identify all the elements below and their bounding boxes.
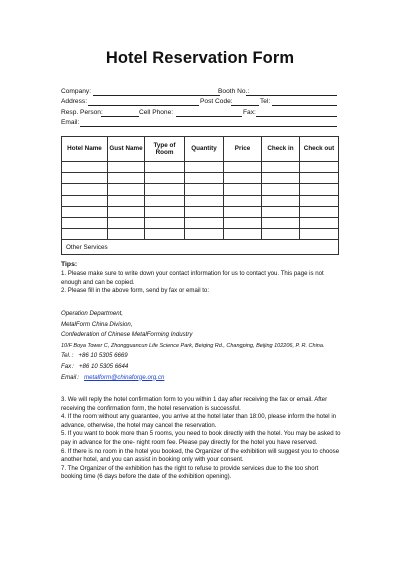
col-quantity: Quantity [185,137,224,162]
booth-label: Booth No.: [218,88,250,95]
table-cell[interactable] [185,206,224,217]
tip-3: 3. We will reply the hotel confirmation form to you within 1 day after receiving the fax or email. After receiving the confirmation form, the hotel reservation is successful. [61,396,328,412]
table-cell[interactable] [108,229,145,240]
contact-email-label: Email： [61,373,83,381]
table-cell[interactable] [185,229,224,240]
table-cell[interactable] [145,229,185,240]
address-row [61,97,337,106]
contact-division: MetalForm China Division, [61,320,133,328]
table-row [62,184,339,195]
table-cell[interactable] [62,162,108,173]
col-price: Price [224,137,262,162]
table-cell[interactable] [108,173,145,184]
address-field[interactable] [88,105,199,106]
tip-2: 2. Please fill in the above form, send by fax or email to: [61,287,210,295]
table-cell[interactable] [185,162,224,173]
table-cell[interactable] [145,195,185,206]
resp-person-field[interactable] [101,116,139,117]
tip-1: 1. Please make sure to write down your contact information for us to contact you. This page is not enough and can be copied. [61,270,324,286]
table-cell[interactable] [185,173,224,184]
table-cell[interactable] [300,229,339,240]
table-cell[interactable] [262,217,300,228]
table-row [62,206,339,217]
contact-email-line [61,373,351,384]
table-cell[interactable] [185,195,224,206]
table-cell[interactable] [300,206,339,217]
table-cell[interactable] [108,195,145,206]
table-cell[interactable] [262,184,300,195]
col-hotel-name: Hotel Name [62,137,108,162]
table-cell[interactable] [108,162,145,173]
contact-tel: Tel.： +86 10 5305 6669 [61,352,128,360]
col-check-out: Check out [300,137,339,162]
contact-row [61,108,337,117]
col-check-in: Check in [262,137,300,162]
contact-fax: Fax： +86 10 5305 6644 [61,362,129,370]
table-cell[interactable] [62,184,108,195]
tip-4: 4. If the room without any guarantee, you arrive at the hotel later than 18:00, please inform the hotel in advance, otherwise, the hotel may cancel the reservation. [61,413,337,429]
table-cell[interactable] [262,162,300,173]
table-cell[interactable] [62,217,108,228]
table-cell[interactable] [108,217,145,228]
table-cell[interactable] [145,217,185,228]
tip-6: 6. If there is no room in the hotel you booked, the Organizer of the exhibition will suggest you to choose another hotel, and you can assist in booking only with your consent. [61,447,340,464]
table-cell[interactable] [300,217,339,228]
table-cell[interactable] [224,173,262,184]
tel-field[interactable] [272,105,337,106]
tips-more [61,396,341,482]
tip-5: 5. If you want to book more than 5 rooms, you need to book directly with the hotel. You may be asked to pay in advance for the one- night room fee. Please pay directly for the hotel you have reserved. [61,430,341,446]
tip-7: 7. The Organizer of the exhibition has the right to refuse to provide services due to the too short booking time (6 days before the date of the exhibition opening). [61,464,319,481]
table-body [62,162,339,255]
table-row [62,173,339,184]
table-row [62,162,339,173]
post-code-label: Post Code: [200,98,233,105]
email-row [61,118,337,127]
table-cell[interactable] [300,195,339,206]
table-row [62,229,339,240]
post-code-field[interactable] [231,105,259,106]
contact-address: 10/F Boya Tower C, Zhongguancun Life Science Park, Beiqing Rd., Changping, Beijing 102206, P. R. China. [61,342,325,349]
table-cell[interactable] [224,195,262,206]
table-cell[interactable] [108,184,145,195]
table-cell[interactable] [145,162,185,173]
col-room-type-label: Type of Room [153,141,176,156]
table-cell[interactable] [62,195,108,206]
col-guest-name: Gust Name [108,137,145,162]
other-services-cell[interactable]: Other Services [62,240,339,255]
contact-block [61,309,351,383]
table-cell[interactable] [185,217,224,228]
table-cell[interactable] [262,229,300,240]
table-row [62,195,339,206]
table-row [62,217,339,228]
cell-phone-field[interactable] [176,116,242,117]
other-services-row [62,240,339,255]
table-cell[interactable] [145,184,185,195]
table-cell[interactable] [62,173,108,184]
table-cell[interactable] [300,162,339,173]
table-cell[interactable] [224,184,262,195]
table-cell[interactable] [224,206,262,217]
tel-label: Tel: [260,98,271,105]
tips-title: Tips: [61,261,78,268]
table-cell[interactable] [224,217,262,228]
address-label: Address: [61,98,88,105]
resp-person-label: Resp. Person: [61,109,103,116]
table-cell[interactable] [62,229,108,240]
table-cell[interactable] [145,173,185,184]
reservation-table [61,136,339,255]
cell-phone-label: Cell Phone: [139,109,174,116]
company-label: Company: [61,88,92,95]
table-cell[interactable] [145,206,185,217]
contact-dept: Operation Department, [61,310,123,317]
table-cell[interactable] [262,173,300,184]
page-title: Hotel Reservation Form [105,49,295,67]
table-cell[interactable] [262,206,300,217]
email-field[interactable] [80,126,337,127]
tips-intro [61,270,341,296]
booth-field[interactable] [246,95,337,96]
table-cell[interactable] [224,162,262,173]
table-cell[interactable] [185,184,224,195]
table-cell[interactable] [300,173,339,184]
table-cell[interactable] [300,184,339,195]
table-cell[interactable] [108,206,145,217]
table-header-row [62,137,339,162]
fax-field[interactable] [256,116,337,117]
table-cell[interactable] [62,206,108,217]
table-cell[interactable] [262,195,300,206]
company-row [61,87,337,96]
col-room-type [145,137,185,162]
email-label: Email: [61,119,80,126]
fax-label: Fax: [243,109,256,116]
company-field[interactable] [93,95,220,96]
contact-confederation: Confederation of Chinese MetalForming Industry [61,331,193,339]
contact-email-link[interactable]: metalform@chinaforge.org.cn [84,373,165,381]
table-cell[interactable] [224,229,262,240]
